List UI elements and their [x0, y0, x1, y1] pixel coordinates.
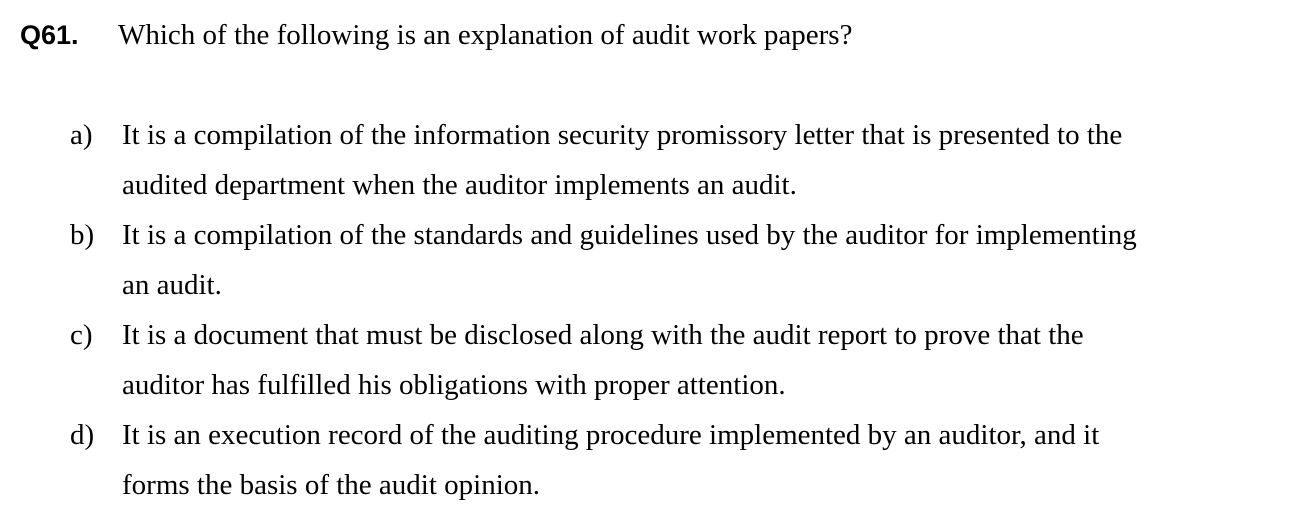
- option-text-line: auditor has fulfilled his obligations with proper attention.: [122, 369, 786, 401]
- option-text: [122, 410, 1302, 510]
- option-text-line: It is a compilation of the standards and guidelines used by the auditor for implementing: [122, 219, 1137, 251]
- option-text-line: forms the basis of the audit opinion.: [122, 469, 541, 501]
- option-c[interactable]: [70, 310, 1302, 410]
- option-text: [122, 210, 1302, 310]
- option-text-line: an audit.: [122, 269, 222, 301]
- option-text: [122, 110, 1302, 210]
- question-header: [20, 14, 1300, 56]
- option-b[interactable]: [70, 210, 1302, 310]
- option-text-line: It is an execution record of the auditing procedure implemented by an auditor, and it: [122, 419, 1100, 451]
- option-text-line: It is a compilation of the information security promissory letter that is presented to the: [122, 119, 1123, 151]
- option-letter: c): [70, 319, 93, 351]
- option-d[interactable]: [70, 410, 1302, 510]
- option-text-line: It is a document that must be disclosed along with the audit report to prove that the: [122, 319, 1084, 351]
- option-letter: b): [70, 219, 95, 251]
- question-text: Which of the following is an explanation of audit work papers?: [118, 19, 853, 51]
- option-text: [122, 310, 1302, 410]
- answer-options: [70, 110, 1302, 510]
- option-a[interactable]: [70, 110, 1302, 210]
- option-text-line: audited department when the auditor implements an audit.: [122, 169, 797, 201]
- question-number: Q61.: [20, 20, 79, 50]
- option-letter: a): [70, 119, 93, 151]
- option-letter: d): [70, 419, 95, 451]
